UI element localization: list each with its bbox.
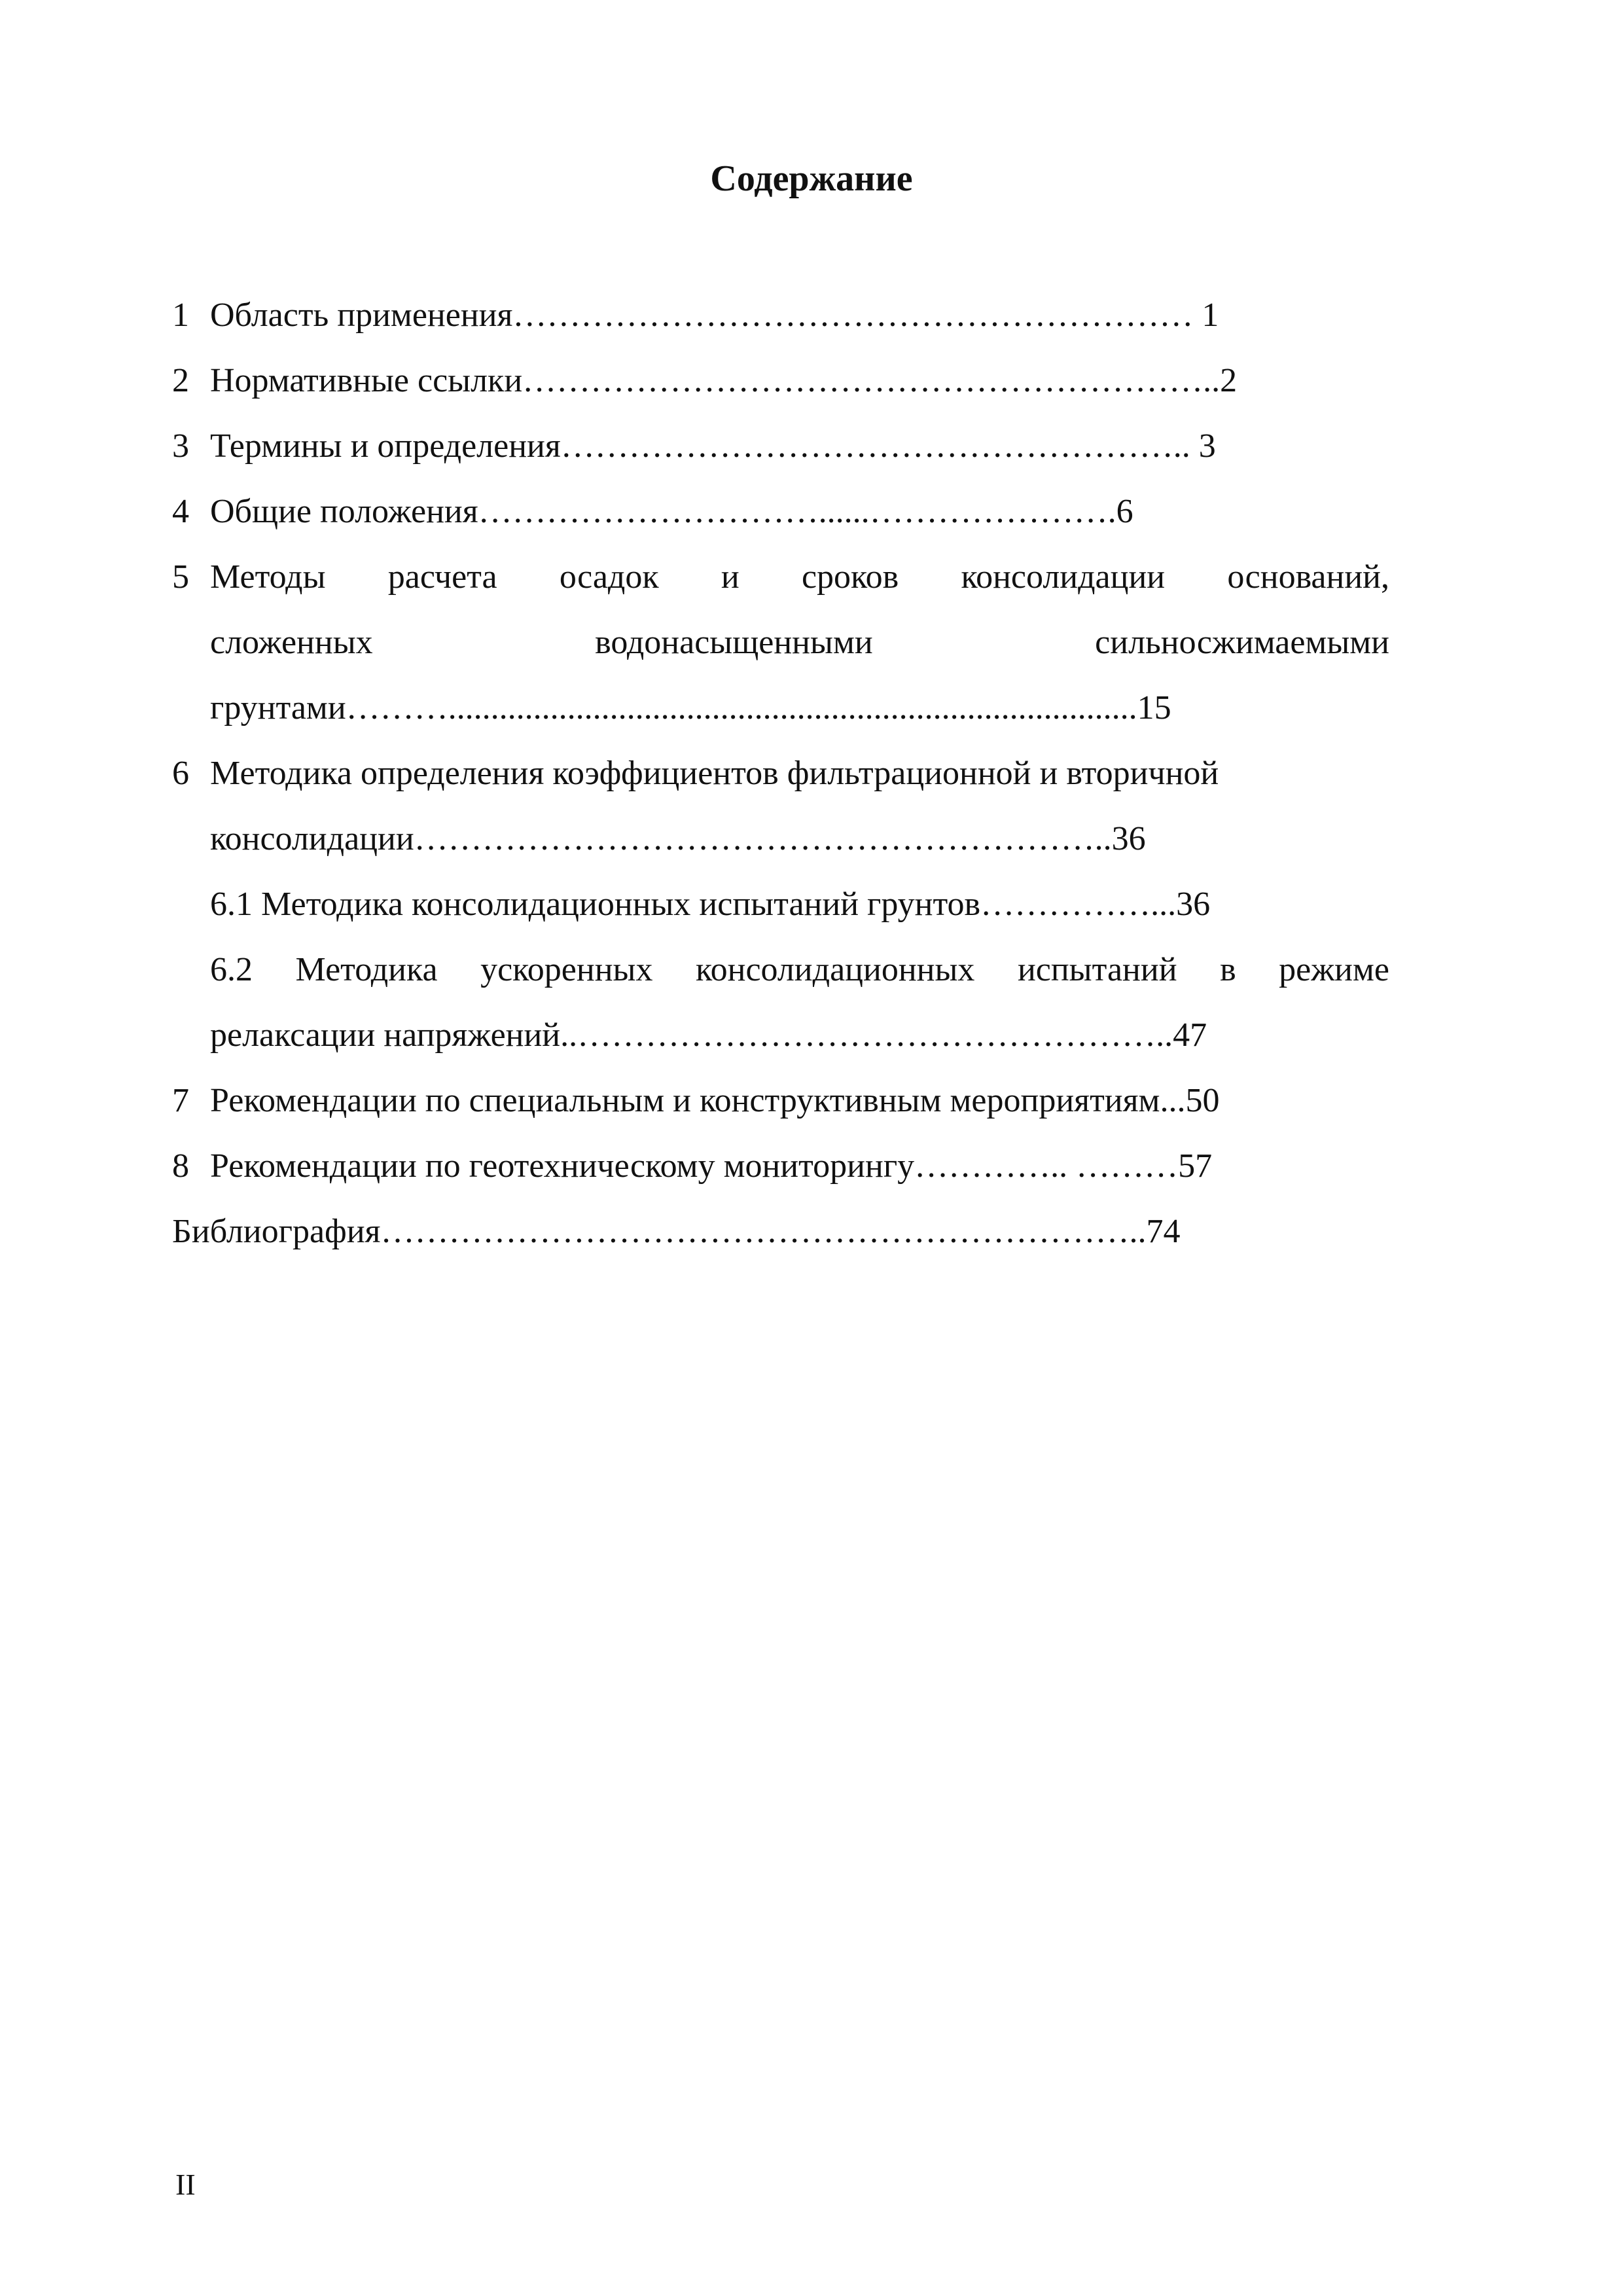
page-title: Содержание [710, 158, 913, 199]
toc-number: 7 [172, 1082, 189, 1119]
toc-number: 4 [172, 493, 189, 530]
toc-number: 5 [172, 558, 189, 596]
toc-number: 6 [172, 755, 189, 792]
toc-entry-6-cont[interactable] [172, 806, 1389, 872]
toc-text: Термины и определения……………………………………………….. 3 [210, 427, 1216, 465]
toc-text: Рекомендации по геотехническому мониторингу………….. ………57 [210, 1147, 1213, 1185]
toc-entry-2[interactable] [172, 348, 1389, 414]
toc-number: 1 [172, 296, 189, 334]
toc-entry-3[interactable] [172, 414, 1389, 479]
toc-text-line: релаксации напряжений..……………………………………………..47 [210, 1016, 1207, 1054]
toc-entry-6-2[interactable] [172, 937, 1389, 1003]
toc-text: Рекомендации по специальным и конструктивным мероприятиям...50 [210, 1082, 1220, 1119]
toc-text-line: грунтами……….................................................................................15 [210, 689, 1171, 726]
toc-entry-6-1[interactable] [172, 872, 1389, 937]
toc-text-line: Методика определения коэффициентов фильтрационной и вторичной [210, 755, 1219, 792]
toc-text: Нормативные ссылки……………………………………………………..2 [210, 362, 1238, 399]
toc-entry-6-2-cont[interactable] [172, 1003, 1389, 1068]
toc-entry-6[interactable] [172, 741, 1389, 806]
toc-text: Область применения…………………………………………………… 1 [210, 296, 1219, 334]
page-number: II [175, 2168, 196, 2201]
toc-text: Библиография…………………………………………………………..74 [172, 1213, 1181, 1250]
toc-text-line: сложенных водонасыщенными сильносжимаемыми [210, 624, 1389, 661]
toc-number: 2 [172, 362, 189, 399]
toc-text-line: Методы расчета осадок и сроков консолидации оснований, [210, 558, 1389, 596]
table-of-contents [172, 283, 1389, 1265]
toc-entry-5-cont[interactable] [172, 610, 1389, 675]
toc-entry-5-cont2[interactable] [172, 675, 1389, 741]
toc-text-line: 6.2 Методика ускоренных консолидационных испытаний в режиме [210, 951, 1389, 988]
toc-entry-bibliography[interactable] [172, 1199, 1389, 1265]
toc-text-line: консолидации……………………………………………………..36 [210, 820, 1146, 857]
toc-text: 6.1 Методика консолидационных испытаний грунтов……………...36 [210, 886, 1211, 923]
toc-entry-1[interactable] [172, 283, 1389, 348]
toc-entry-8[interactable] [172, 1134, 1389, 1199]
toc-entry-4[interactable] [172, 479, 1389, 545]
toc-entry-5[interactable] [172, 545, 1389, 610]
toc-number: 3 [172, 427, 189, 465]
toc-number: 8 [172, 1147, 189, 1185]
toc-text: Общие положения…………………………......………………….6 [210, 493, 1133, 530]
toc-entry-7[interactable] [172, 1068, 1389, 1134]
